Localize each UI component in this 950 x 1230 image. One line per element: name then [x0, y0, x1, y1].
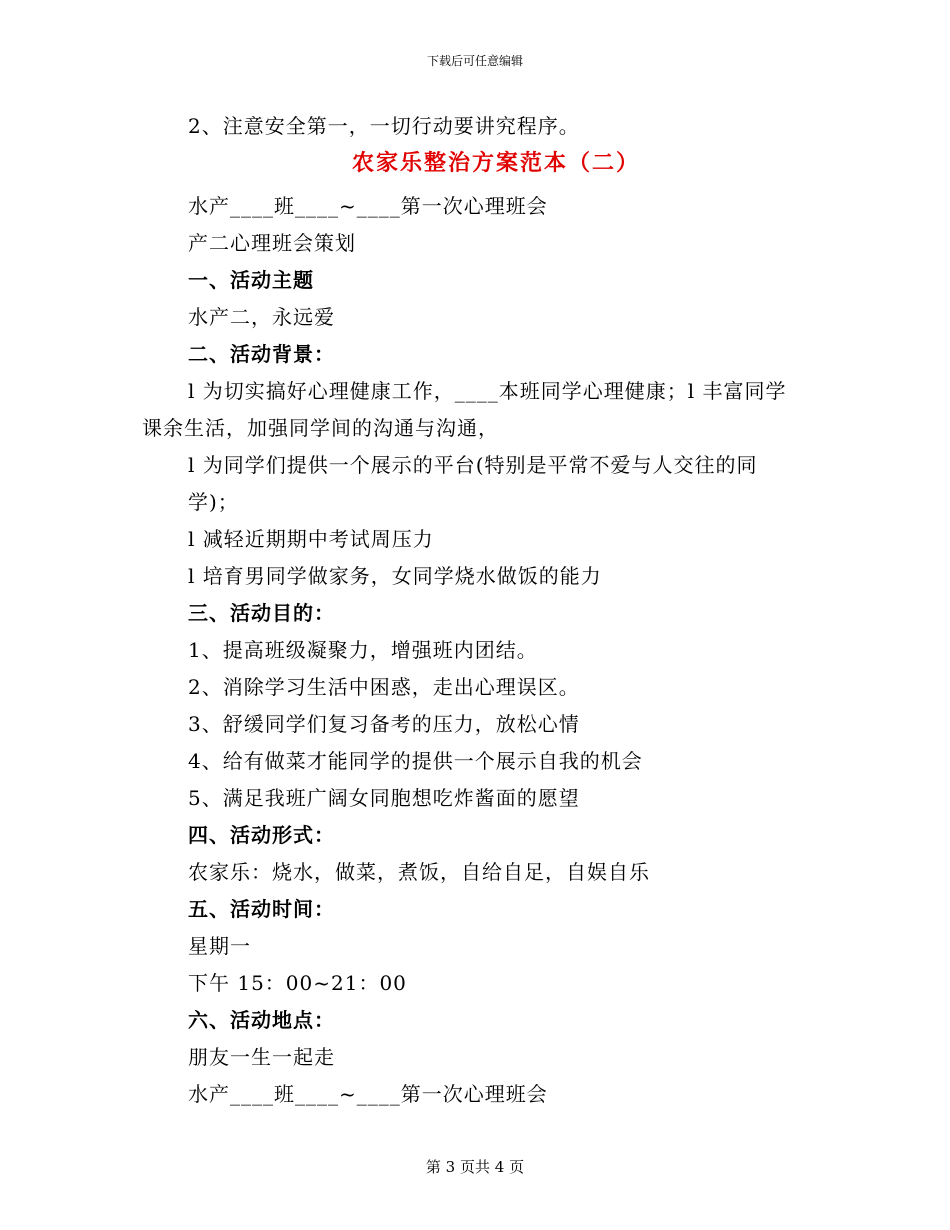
- text-line: l 为切实搞好心理健康工作，____本班同学心理健康；l 丰富同学: [188, 379, 787, 403]
- section-heading: 四、活动形式：: [188, 823, 335, 847]
- text-line: 水产____班____~____第一次心理班会: [188, 194, 548, 218]
- text-line: 产二心理班会策划: [188, 231, 356, 255]
- section-title: 农家乐整治方案范本（二）: [352, 150, 641, 176]
- list-item: 4、给有做菜才能同学的提供一个展示自我的机会: [188, 749, 643, 773]
- list-item: 2、消除学习生活中困惑，走出心理误区。: [188, 675, 580, 699]
- page-footer: 第 3 页共 4 页: [425, 1158, 525, 1176]
- text-line: 农家乐：烧水，做菜，煮饭，自给自足，自娱自乐: [188, 860, 650, 884]
- page-header: 下载后可任意编辑: [426, 54, 523, 68]
- text-line: 学)；: [188, 490, 239, 514]
- section-heading: 五、活动时间：: [188, 897, 335, 921]
- text-line: 星期一: [188, 934, 251, 958]
- list-item: 1、提高班级凝聚力，增强班内团结。: [188, 638, 538, 662]
- text-line: 水产____班____~____第一次心理班会: [188, 1082, 548, 1106]
- text-line: 朋友一生一起走: [188, 1045, 335, 1069]
- section-heading: 六、活动地点：: [188, 1008, 335, 1032]
- text-line: 下午 15：00~21：00: [188, 971, 407, 995]
- list-item: 5、满足我班广阔女同胞想吃炸酱面的愿望: [188, 786, 580, 810]
- text-line: 水产二，永远爱: [188, 305, 335, 329]
- section-heading: 一、活动主题: [188, 268, 314, 292]
- list-item: 3、舒缓同学们复习备考的压力，放松心情: [188, 712, 580, 736]
- text-line: l 培育男同学做家务，女同学烧水做饭的能力: [188, 564, 602, 588]
- text-line: 2、注意安全第一，一切行动要讲究程序。: [188, 114, 580, 138]
- text-line: l 减轻近期期中考试周压力: [188, 527, 434, 551]
- text-line: 课余生活，加强同学间的沟通与沟通，: [142, 416, 499, 440]
- text-line: l 为同学们提供一个展示的平台(特别是平常不爱与人交往的同: [188, 453, 758, 477]
- section-heading: 二、活动背景：: [188, 342, 335, 366]
- section-heading: 三、活动目的：: [188, 601, 335, 625]
